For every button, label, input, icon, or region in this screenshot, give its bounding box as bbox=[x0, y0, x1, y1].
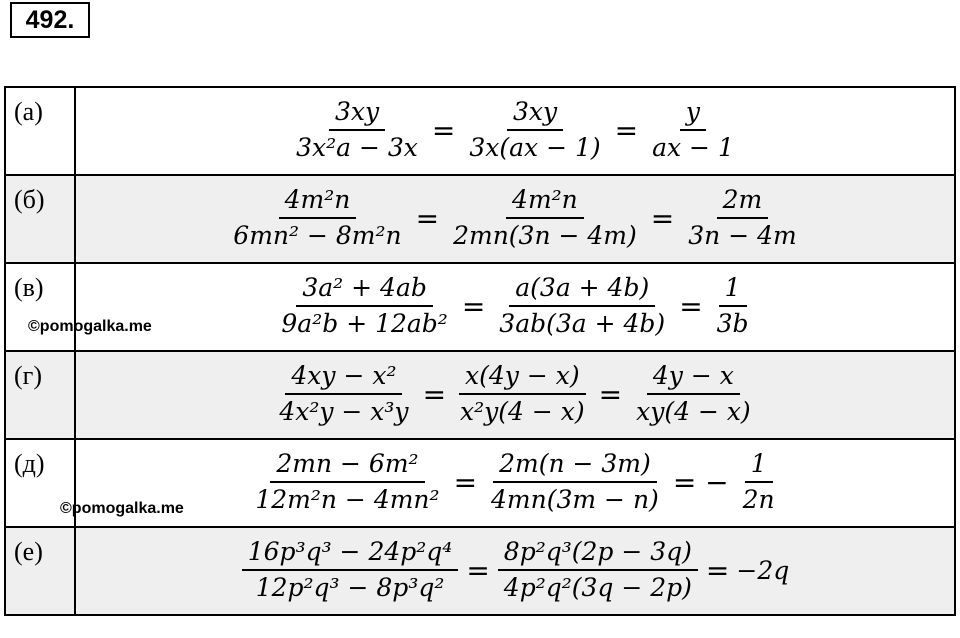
numerator: a(3a + 4b) bbox=[509, 271, 655, 307]
denominator: ax − 1 bbox=[652, 133, 734, 162]
numerator: 3xy bbox=[329, 95, 385, 131]
fraction bbox=[498, 535, 698, 605]
equals-sign: = bbox=[453, 465, 478, 499]
fraction bbox=[711, 271, 755, 341]
fraction bbox=[227, 183, 407, 253]
fraction bbox=[682, 183, 802, 253]
solution-table bbox=[4, 86, 956, 616]
row-label: (д) bbox=[14, 449, 45, 478]
numerator: 2m bbox=[717, 183, 769, 219]
equals-sign: = bbox=[614, 113, 639, 147]
math-cell bbox=[75, 527, 955, 615]
table-row bbox=[5, 351, 955, 439]
numerator: 2m(n − 3m) bbox=[493, 447, 657, 483]
row-label: (б) bbox=[14, 185, 45, 214]
math-cell bbox=[75, 87, 955, 175]
denominator: 4x²y − x³y bbox=[279, 397, 409, 426]
row-label-cell bbox=[5, 527, 75, 615]
equation bbox=[246, 440, 783, 524]
watermark: ©pomogalka.me bbox=[60, 500, 184, 517]
row-label-cell bbox=[5, 263, 75, 351]
fraction bbox=[273, 359, 414, 429]
numerator: x(4y − x) bbox=[459, 359, 586, 395]
row-label-cell bbox=[5, 351, 75, 439]
table-row bbox=[5, 87, 955, 175]
equals-minus-sign: = − bbox=[672, 465, 729, 499]
fraction bbox=[290, 95, 424, 165]
numerator: 4y − x bbox=[647, 359, 740, 395]
numerator: 4xy − x² bbox=[285, 359, 402, 395]
denominator: 3x(ax − 1) bbox=[469, 133, 601, 162]
numerator: 4m²n bbox=[279, 183, 357, 219]
fraction bbox=[630, 359, 757, 429]
result-term: −2q bbox=[736, 555, 790, 585]
equals-sign: = bbox=[598, 377, 623, 411]
denominator: x²y(4 − x) bbox=[460, 397, 585, 426]
watermark: ©pomogalka.me bbox=[28, 318, 152, 335]
row-label: (г) bbox=[14, 361, 42, 390]
equals-sign: = bbox=[679, 289, 703, 323]
row-label-cell bbox=[5, 175, 75, 263]
numerator: 3xy bbox=[507, 95, 563, 131]
equals-sign: = bbox=[422, 377, 447, 411]
equals-sign: = bbox=[461, 289, 486, 323]
numerator: 8p²q³(2p − 3q) bbox=[498, 535, 698, 571]
fraction bbox=[737, 447, 781, 517]
numerator: y bbox=[680, 95, 706, 131]
equation bbox=[224, 176, 805, 260]
fraction bbox=[646, 95, 740, 165]
numerator: 2mn − 6m² bbox=[270, 447, 424, 483]
row-label: (в) bbox=[14, 273, 44, 302]
denominator: 12p²q³ − 8p³q² bbox=[255, 573, 445, 602]
equation bbox=[239, 528, 792, 612]
math-cell bbox=[75, 439, 955, 527]
denominator: 3b bbox=[716, 309, 749, 338]
denominator: 3x²a − 3x bbox=[296, 133, 418, 162]
fraction bbox=[463, 95, 606, 165]
numerator: 1 bbox=[745, 447, 773, 483]
equals-sign: = bbox=[705, 553, 730, 587]
denominator: 6mn² − 8m²n bbox=[233, 221, 402, 250]
denominator: 4mn(3m − n) bbox=[491, 485, 659, 514]
numerator: 3a² + 4ab bbox=[296, 271, 433, 307]
row-label-cell bbox=[5, 87, 75, 175]
equation bbox=[270, 352, 759, 436]
denominator: 3n − 4m bbox=[688, 221, 797, 250]
math-cell bbox=[75, 351, 955, 439]
denominator: 2n bbox=[742, 485, 775, 514]
equals-sign: = bbox=[650, 201, 675, 235]
equals-sign: = bbox=[431, 113, 456, 147]
fraction bbox=[447, 183, 643, 253]
equals-sign: = bbox=[415, 201, 440, 235]
denominator: 2mn(3n − 4m) bbox=[453, 221, 637, 250]
fraction bbox=[242, 535, 459, 605]
numerator: 4m²n bbox=[506, 183, 584, 219]
math-cell bbox=[75, 263, 955, 351]
equation bbox=[287, 88, 743, 172]
fraction bbox=[485, 447, 665, 517]
numerator: 16p³q³ − 24p²q⁴ bbox=[242, 535, 459, 571]
equals-sign: = bbox=[466, 553, 490, 587]
fraction bbox=[493, 271, 671, 341]
equation bbox=[272, 264, 757, 348]
table-row bbox=[5, 263, 955, 351]
row-label: (е) bbox=[14, 537, 43, 566]
denominator: 4p²q²(3q − 2p) bbox=[503, 573, 692, 602]
fraction bbox=[275, 271, 453, 341]
denominator: 9a²b + 12ab² bbox=[281, 309, 448, 338]
numerator: 1 bbox=[719, 271, 747, 307]
math-cell bbox=[75, 175, 955, 263]
table-row bbox=[5, 527, 955, 615]
denominator: 3ab(3a + 4b) bbox=[499, 309, 666, 338]
problem-number: 492. bbox=[10, 2, 90, 38]
denominator: xy(4 − x) bbox=[636, 397, 751, 426]
fraction bbox=[454, 359, 591, 429]
fraction bbox=[249, 447, 445, 517]
row-label: (а) bbox=[14, 97, 43, 126]
denominator: 12m²n − 4mn² bbox=[255, 485, 440, 514]
table-row bbox=[5, 175, 955, 263]
